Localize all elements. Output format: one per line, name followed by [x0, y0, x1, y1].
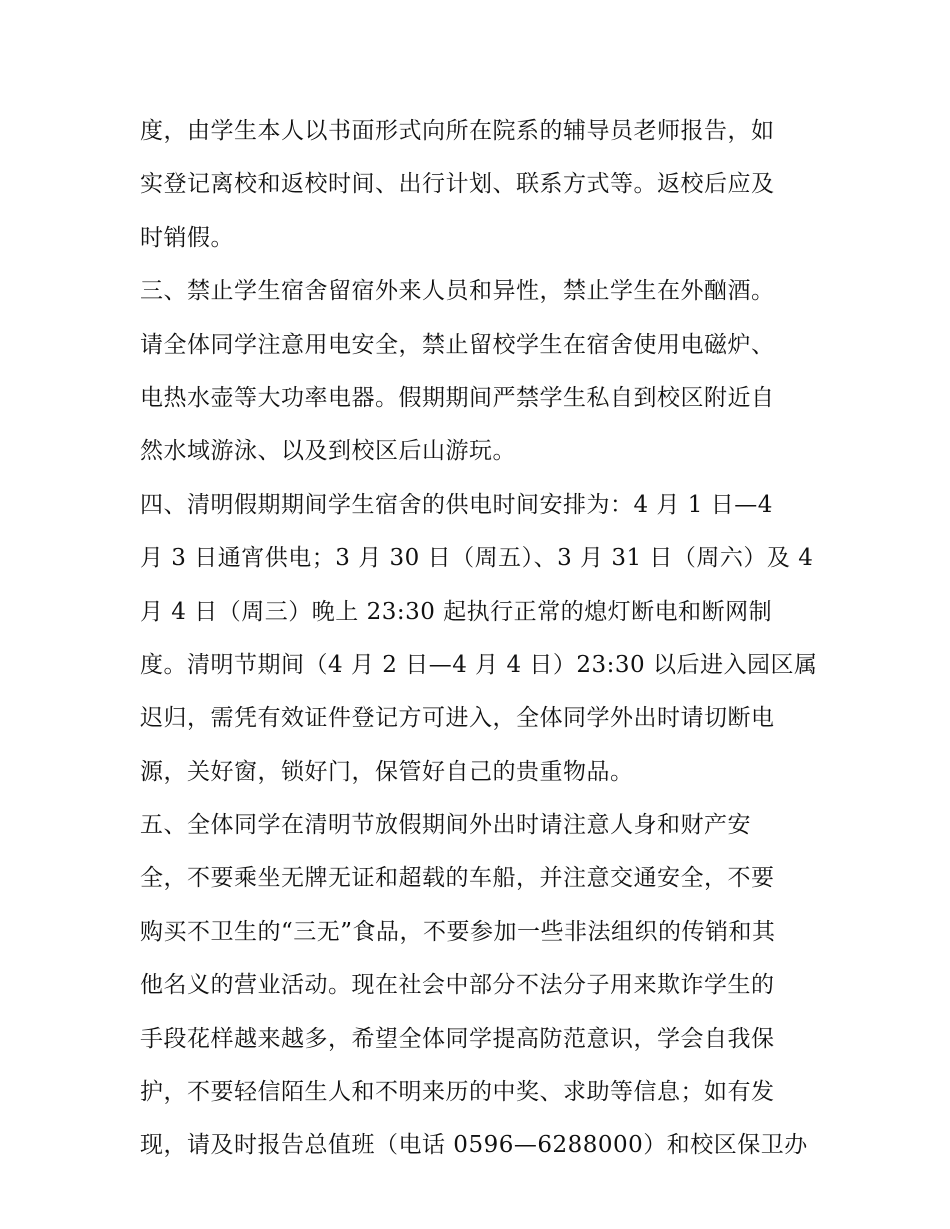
text-line: 度，由学生本人以书面形式向所在院系的辅导员老师报告，如	[140, 118, 775, 144]
text-line: 时销假。	[140, 224, 234, 251]
document-body	[140, 105, 820, 1173]
text-line: 购买不卫生的“三无”食品，不要参加一些非法组织的传销和其	[140, 918, 776, 945]
text-line: 请全体同学注意用电安全，禁止留校学生在宿舍使用电磁炉、	[140, 331, 775, 358]
text-line: 五、全体同学在清明节放假期间外出时请注意人身和财产安	[140, 812, 751, 839]
text-line: 月 4 日（周三）晚上 23:30 起执行正常的熄灯断电和断网制	[140, 598, 773, 625]
text-line: 月 3 日通宵供电；3 月 30 日（周五）、3 月 31 日（周六）及 4	[140, 545, 814, 572]
text-line: 护，不要轻信陌生人和不明来历的中奖、求助等信息；如有发	[140, 1079, 775, 1106]
text-line: 全，不要乘坐无牌无证和超载的车船，并注意交通安全，不要	[140, 865, 775, 892]
text-line: 实登记离校和返校时间、出行计划、联系方式等。返校后应及	[140, 171, 775, 198]
text-line: 度。清明节期间（4 月 2 日—4 月 4 日）23:30 以后进入园区属	[140, 651, 818, 678]
text-line: 手段花样越来越多，希望全体同学提高防范意识，学会自我保	[140, 1025, 775, 1052]
text-line: 源，关好窗，锁好门，保管好自己的贵重物品。	[140, 758, 634, 785]
text-line: 他名义的营业活动。现在社会中部分不法分子用来欺诈学生的	[140, 972, 775, 999]
text-line: 四、清明假期期间学生宿舍的供电时间安排为：4 月 1 日—4	[140, 491, 773, 518]
text-line: 电热水壶等大功率电器。假期期间严禁学生私自到校区附近自	[140, 384, 775, 411]
text-line: 现，请及时报告总值班（电话 0596—6288000）和校区保卫办	[140, 1132, 808, 1159]
text-line: 迟归，需凭有效证件登记方可进入，全体同学外出时请切断电	[140, 705, 775, 732]
text-line: 然水域游泳、以及到校区后山游玩。	[140, 438, 516, 465]
text-line: 三、禁止学生宿舍留宿外来人员和异性，禁止学生在外酗酒。	[140, 278, 775, 305]
